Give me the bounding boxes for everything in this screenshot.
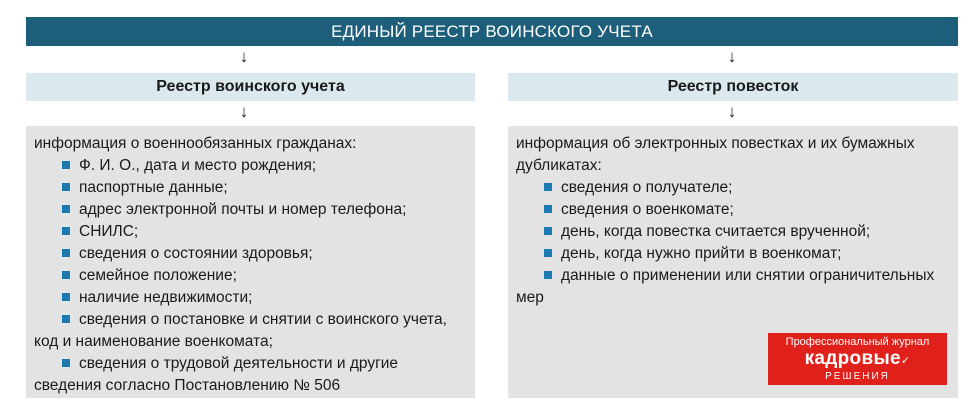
logo-name: кадровые✓ [804, 348, 911, 369]
list-item: сведения о военкомате; [516, 199, 950, 221]
square-bullet-icon [62, 227, 70, 235]
summons-registry-header [508, 73, 958, 101]
square-bullet-icon [544, 249, 552, 257]
summons-registry-list [516, 177, 950, 309]
arrow-down-icon: ↓ [727, 102, 737, 121]
logo-subname: РЕШЕНИЯ [825, 371, 890, 382]
kadrovye-resheniya-logo [768, 333, 947, 385]
list-item: сведения о состоянии здоровья; [34, 243, 467, 265]
military-registry-intro: информация о военнообязанных гражданах: [34, 135, 357, 152]
list-item: сведения о постановке и снятии с воинского учета, код и наименование военкомата; [34, 311, 447, 350]
square-bullet-icon [62, 271, 70, 279]
square-bullet-icon [62, 293, 70, 301]
summons-registry-title: Реестр повесток [667, 78, 799, 95]
square-bullet-icon [62, 205, 70, 213]
registry-title-banner [26, 17, 958, 46]
registry-title: ЕДИНЫЙ РЕЕСТР ВОИНСКОГО УЧЕТА [331, 21, 653, 41]
summons-registry-intro: информация об электронных повестках и их бумажных дубликатах: [516, 135, 915, 174]
military-registry-header [26, 73, 475, 101]
arrow-down-icon: ↓ [239, 47, 249, 66]
square-bullet-icon [62, 183, 70, 191]
logo-tagline: Профессиональный журнал [785, 336, 930, 348]
square-bullet-icon [544, 271, 552, 279]
list-item: адрес электронной почты и номер телефона; [34, 199, 467, 221]
military-registry-title: Реестр воинского учета [156, 78, 345, 95]
list-item: день, когда повестка считается врученной; [516, 221, 950, 243]
square-bullet-icon [62, 249, 70, 257]
arrow-down-icon: ↓ [727, 47, 737, 66]
military-registry-list [34, 155, 467, 397]
square-bullet-icon [544, 227, 552, 235]
arrow-down-icon: ↓ [239, 102, 249, 121]
square-bullet-icon [544, 183, 552, 191]
military-registry-panel [26, 126, 475, 398]
square-bullet-icon [544, 205, 552, 213]
list-item: данные о применении или снятии ограничительных мер [516, 267, 935, 306]
check-icon: ✓ [900, 355, 911, 367]
square-bullet-icon [62, 315, 70, 323]
square-bullet-icon [62, 161, 70, 169]
list-item: наличие недвижимости; [34, 287, 467, 309]
list-item: семейное положение; [34, 265, 467, 287]
list-item: Ф. И. О., дата и место рождения; [34, 155, 467, 177]
list-item: день, когда нужно прийти в военкомат; [516, 243, 950, 265]
list-item: паспортные данные; [34, 177, 467, 199]
list-item: сведения о трудовой деятельности и другие сведения согласно Постановлению № 506 [34, 355, 399, 394]
list-item: сведения о получателе; [516, 177, 950, 199]
square-bullet-icon [62, 359, 70, 367]
list-item: СНИЛС; [34, 221, 467, 243]
